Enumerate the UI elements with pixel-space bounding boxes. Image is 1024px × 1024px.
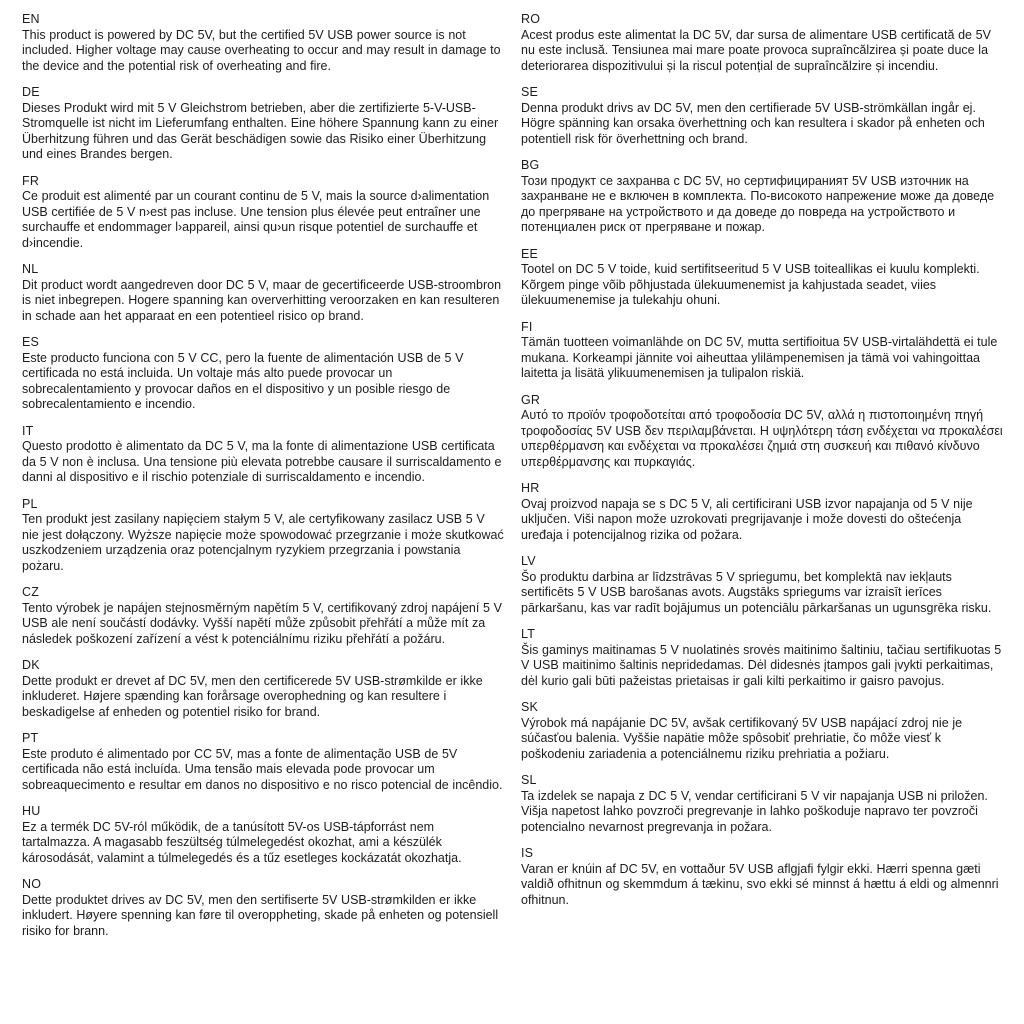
language-block: [22, 262, 505, 324]
language-text: Šo produktu darbina ar līdzstrāvas 5 V spriegumu, bet komplektā nav iekļauts sertificēts 5 V USB barošanas avots. Augstāks spriegums var izraisīt ierīces pārkaršanu, kas var radīt bojājumus un potenciālu pārkaršanas un ugunsgrēka risku.: [521, 569, 992, 615]
language-block: [521, 158, 1004, 236]
language-text: Dette produkt er drevet af DC 5V, men den certificerede 5V USB-strømkilde er ikke inkluderet. Højere spænding kan forårsage overophedning og kan resultere i beskadigelse af enheden og potentiel risiko for brand.: [22, 673, 483, 719]
language-text: Dieses Produkt wird mit 5 V Gleichstrom betrieben, aber die zertifizierte 5-V-USB-Stromquelle ist nicht im Lieferumfang enthalten. Eine höhere Spannung kann zu einer Überhitzung führen und das Gerät beschädigen sowie das Risiko einer Überhitzung und eines Brandes bergen.: [22, 100, 499, 161]
language-text: Dit product wordt aangedreven door DC 5 V, maar de gecertificeerde USB-stroombron is niet inbegrepen. Hogere spanning kan oververhitting veroorzaken en kan resulteren in schade aan het apparaat en een potentieel risico op brand.: [22, 277, 502, 323]
language-code: DE: [22, 85, 40, 99]
language-text: This product is powered by DC 5V, but the certified 5V USB power source is not included. Higher voltage may cause overheating to occur and may result in damage to the device and the potential risk of overheating and fire.: [22, 27, 501, 73]
language-text: Ez a termék DC 5V-ról működik, de a tanúsított 5V-os USB-tápforrást nem tartalmazza. A magasabb feszültség túlmelegedést okozhat, ami a készülék károsodását, valamint a túlmelegedés és a tűz esetleges kockázatát okozhatja.: [22, 819, 462, 865]
language-code: FR: [22, 173, 40, 188]
language-text: Tämän tuotteen voimanlähde on DC 5V, mutta sertifioitua 5V USB-virtalähdettä ei tule mukana. Korkeampi jännite voi aiheuttaa ylilämpenemisen ja tämä voi vahingoittaa laitetta ja lisätä ylikuumenemisen ja tulipalon riskiä.: [521, 335, 998, 380]
language-code: RO: [521, 12, 541, 26]
language-code: SL: [521, 773, 537, 787]
language-block: [521, 393, 1004, 471]
language-text: Dette produktet drives av DC 5V, men den sertifiserte 5V USB-strømkilden er ikke inkludert. Høyere spenning kan føre til overoppheting, skade på enheten og potensiell risiko for brann.: [22, 892, 499, 938]
language-code: EE: [521, 246, 539, 261]
language-block: [521, 627, 1004, 689]
language-text: Este producto funciona con 5 V CC, pero la fuente de alimentación USB de 5 V certificada no está incluida. Un voltaje más alto puede provocar un sobrecalentamiento y provocar daños en el dispositivo y un posible riesgo de sobrecalentamiento e incendio.: [22, 350, 464, 411]
language-code: IT: [22, 423, 34, 438]
language-code: CZ: [22, 585, 40, 599]
language-block: [521, 700, 1004, 762]
language-block: [521, 554, 1004, 616]
right-column: [521, 12, 1004, 1014]
language-text: Ce produit est alimenté par un courant continu de 5 V, mais la source d›alimentation USB certifiée de 5 V n›est pas incluse. Une tension plus élevée peut entraîner une surchauffe et endommager l›appareil, ainsi qu›un risque potentiel de surchauffe et d›incendie.: [22, 189, 490, 250]
language-text: Šis gaminys maitinamas 5 V nuolatinės srovės maitinimo šaltiniu, tačiau sertifikuotas 5 V USB maitinimo šaltinis nepridedamas. Dėl didesnės įtampos gali įvykti perkaitimas, dėl kurio gali būti pažeistas prietaisas ir gali kilti perkaitimo ir gaisro pavojus.: [521, 642, 1002, 688]
language-block: [521, 247, 1004, 309]
language-block: [22, 658, 505, 720]
language-code: LV: [521, 554, 536, 568]
language-code: NL: [22, 262, 39, 276]
language-text: Tento výrobek je napájen stejnosměrným napětím 5 V, certifikovaný zdroj napájení 5 V USB ale není součástí dodávky. Vyšší napětí může způsobit přehřátí a může mít za následek poškození zařízení a vést k potenciálnímu riziku přehřátí a požáru.: [22, 600, 502, 646]
language-text: Acest produs este alimentat la DC 5V, dar sursa de alimentare USB certificată de 5V nu este inclusă. Tensiunea mai mare poate provoca supraîncălzirea și poate duce la deteriorarea dispozitivului și la riscul potențial de supraîncălzire și incendiu.: [521, 27, 991, 73]
language-text: Този продукт се захранва с DC 5V, но сертифицираният 5V USB източник на захранване не е включен в комплекта. По-високото напрежение може да доведе до прегряване на устройството и да доведе до повреда на устройството и потенциален риск от прегряване и пожар.: [521, 173, 995, 234]
language-code: EN: [22, 12, 40, 26]
language-code: IS: [521, 846, 534, 860]
language-block: [22, 335, 505, 413]
language-block: [22, 585, 505, 647]
language-code: SK: [521, 700, 539, 714]
language-code: FI: [521, 319, 533, 334]
language-block: [521, 85, 1004, 147]
language-block: [521, 320, 1004, 382]
language-block: [521, 481, 1004, 543]
language-code: ES: [22, 335, 40, 349]
language-block: [521, 846, 1004, 908]
language-block: [22, 12, 505, 74]
language-block: [22, 174, 505, 252]
language-block: [22, 731, 505, 793]
language-text: Ovaj proizvod napaja se s DC 5 V, ali certificirani USB izvor napajanja od 5 V nije uključen. Viši napon može uzrokovati pregrijavanje i može dovesti do oštećenja uređaja i potencijalnog rizika od požara.: [521, 496, 973, 542]
language-code: HR: [521, 481, 540, 495]
language-text: Varan er knúin af DC 5V, en vottaður 5V USB aflgjafi fylgir ekki. Hærri spenna gæti valdið ofhitnun og skemmdum á tækinu, svo ekki sé minnst á hættu á eldi og almennri ofhitnun.: [521, 861, 999, 907]
language-text: Este produto é alimentado por CC 5V, mas a fonte de alimentação USB de 5V certificada não está incluída. Uma tensão mais elevada pode provocar um sobreaquecimento e resultar em danos no dispositivo e no risco potencial de incêndio.: [22, 746, 503, 792]
language-code: BG: [521, 158, 540, 172]
language-code: NO: [22, 877, 42, 891]
language-text: Questo prodotto è alimentato da DC 5 V, ma la fonte di alimentazione USB certificata da 5 V non è inclusa. Una tensione più elevata potrebbe causare il surriscaldamento e danni al dispositivo e il rischio potenziale di surriscaldamento e incendio.: [22, 439, 502, 484]
language-code: SE: [521, 85, 539, 99]
language-text: Výrobok má napájanie DC 5V, avšak certifikovaný 5V USB napájací zdroj nie je súčasťou balenia. Vyššie napätie môže spôsobiť prehriatie, čo môže viesť k poškodeniu zariadenia a potenciálnemu riziku prehriatia a požiaru.: [521, 715, 963, 761]
language-block: [22, 804, 505, 866]
language-block: [22, 497, 505, 575]
language-text: Ten produkt jest zasilany napięciem stałym 5 V, ale certyfikowany zasilacz USB 5 V nie jest dołączony. Wyższe napięcie może spowodować przegrzanie i może skutkować uszkodzeniem urządzenia oraz potencjalnym ryzykiem przegrzania i powstania pożaru.: [22, 512, 504, 573]
language-code: LT: [521, 627, 536, 641]
language-code: HU: [22, 804, 41, 818]
language-code: GR: [521, 392, 541, 407]
language-code: PT: [22, 731, 39, 745]
language-block: [22, 877, 505, 939]
language-code: PL: [22, 496, 38, 511]
language-text: Denna produkt drivs av DC 5V, men den certifierade 5V USB-strömkällan ingår ej. Högre spänning kan orsaka överhettning och kan resultera i skador på enheten och potentiell risk för överhettning och brand.: [521, 100, 985, 146]
left-column: [22, 12, 505, 1014]
language-block: [22, 424, 505, 486]
language-text: Tootel on DC 5 V toide, kuid sertifitseeritud 5 V USB toiteallikas ei kuulu komplekti. Kõrgem pinge võib põhjustada ülekuumenemist ja kahjustada seadet, viies ülekuumenemise ja tulekahju ohuni.: [521, 262, 980, 307]
language-text: Αυτό το προϊόν τροφοδοτείται από τροφοδοσία DC 5V, αλλά η πιστοποιημένη πηγή τροφοδοσίας 5V USB δεν περιλαμβάνεται. Η υψηλότερη τάση ενδέχεται να προκαλέσει υπερθέρμανση και ενδέχεται να προκαλέσει ζημιά στη συσκευή και πιθανό κίνδυνο υπερθέρμανσης και πυρκαγιάς.: [521, 408, 1003, 469]
language-code: DK: [22, 658, 40, 672]
language-block: [521, 12, 1004, 74]
language-block: [22, 85, 505, 163]
language-text: Ta izdelek se napaja z DC 5 V, vendar certificirani 5 V vir napajanja USB ni priložen. Višja napetost lahko povzroči pregrevanje in lahko poškoduje napravo ter povzroči potencialno nevarnost pregrevanja in požara.: [521, 788, 988, 834]
language-block: [521, 773, 1004, 835]
